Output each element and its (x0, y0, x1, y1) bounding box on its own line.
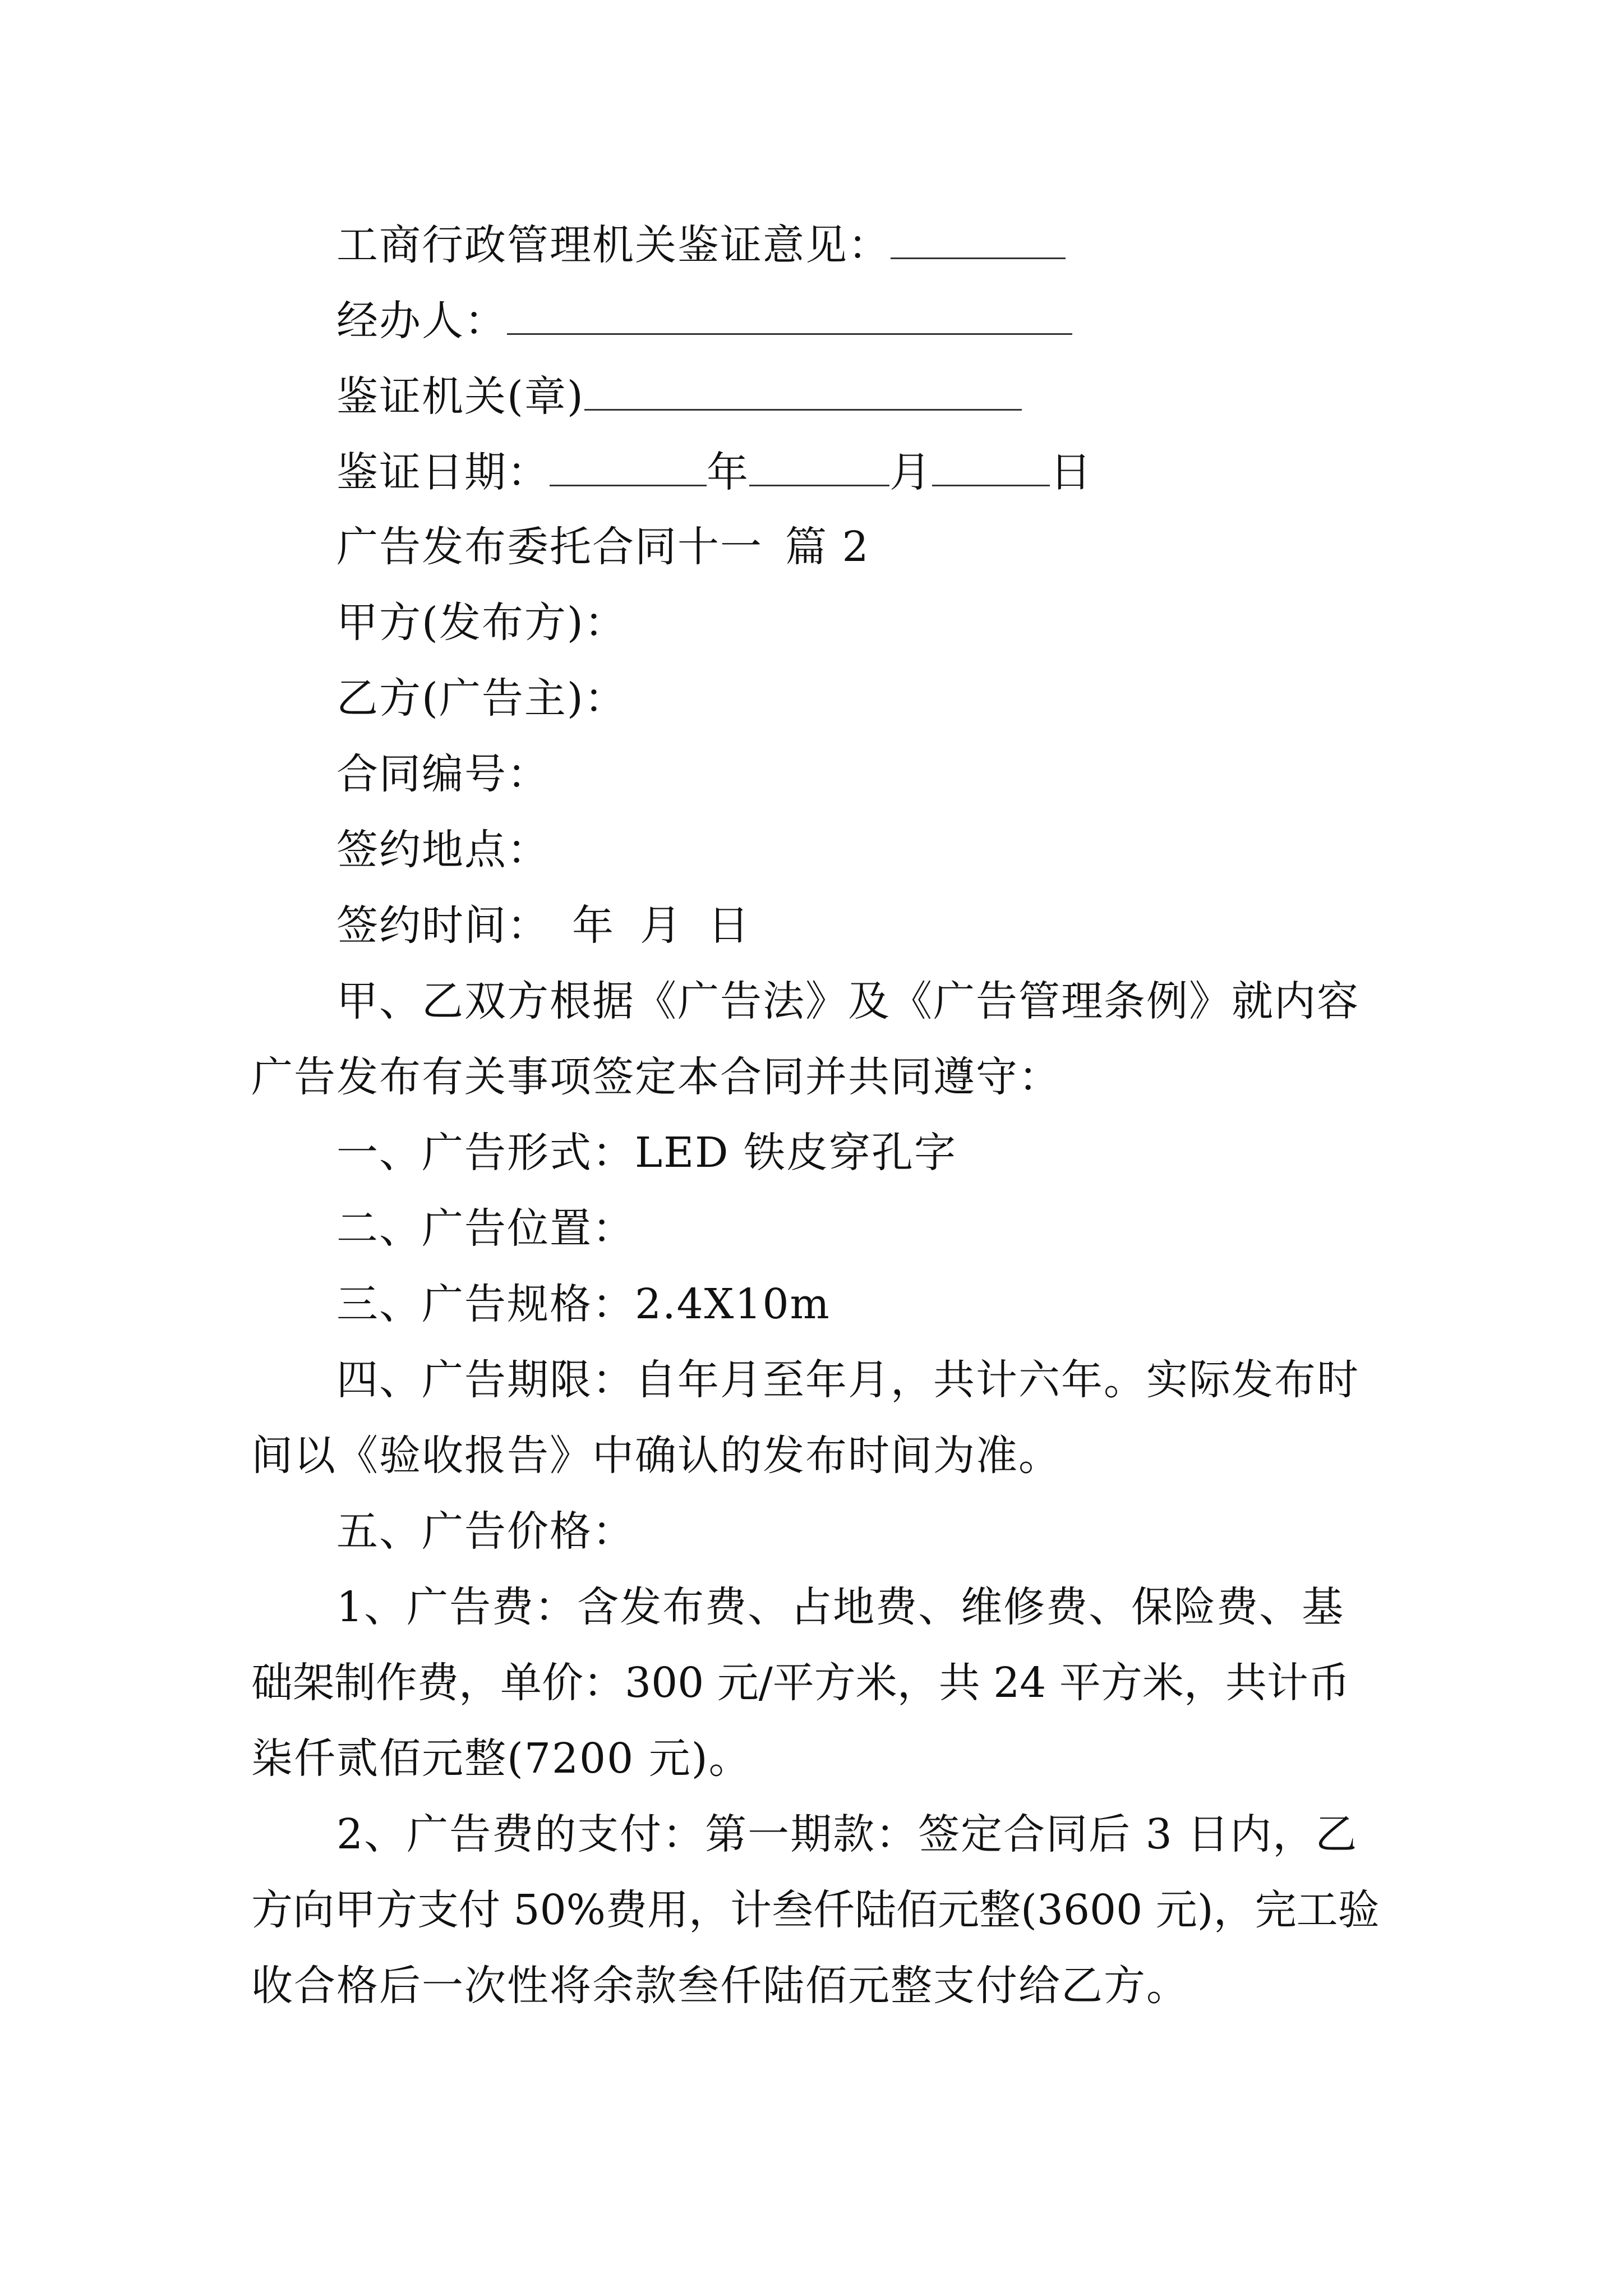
sign-place-line (336, 822, 1475, 878)
fee-2-text-2: 方向甲方支付 50%费用，计叁仟陆佰元整(3600 元)，完工验 (251, 1886, 1380, 1934)
year-char: 年 (707, 448, 749, 496)
sign-time-label: 签约时间： (336, 901, 550, 950)
authority-blank (584, 367, 1022, 411)
authority-line (336, 367, 1475, 425)
contract-number-label: 合同编号： (336, 750, 550, 798)
sign-place-label: 签约地点： (336, 826, 550, 874)
item-1-line (336, 1125, 1475, 1181)
contract-title: 广告发布委托合同十一 (336, 523, 763, 571)
handler-line (336, 292, 1475, 349)
fee-1-text-2: 础架制作费，单价：300 元/平方米，共 24 平方米，共计币 (251, 1659, 1350, 1707)
preamble-line-1 (336, 973, 1475, 1029)
preamble-text-1: 甲、乙双方根据《广告法》及《广告管理条例》就内容 (336, 977, 1359, 1025)
sign-time-day: 日 (708, 901, 750, 950)
preamble-text-2: 广告发布有关事项签定本合同并共同遵守： (251, 1053, 1061, 1101)
month-blank (749, 443, 889, 486)
handler-blank (507, 292, 1072, 335)
fee-1-line-2 (251, 1655, 1390, 1711)
item-3-text: 三、广告规格：2.4X10m (336, 1280, 831, 1328)
fee-2-line-2 (251, 1882, 1390, 1938)
item-5-text: 五、广告价格： (336, 1507, 635, 1556)
contract-number-line (336, 746, 1475, 802)
month-char: 月 (889, 448, 932, 496)
fee-2-line-1 (336, 1806, 1475, 1862)
verification-opinion-label: 工商行政管理机关鉴证意见： (336, 221, 891, 269)
fee-2-text-3: 收合格后一次性将余款叁仟陆佰元整支付给乙方。 (251, 1962, 1189, 2010)
year-blank (550, 443, 707, 486)
fee-2-text-1: 2、广告费的支付：第一期款：签定合同后 3 日内，乙 (336, 1810, 1358, 1858)
party-b-line (336, 670, 1475, 726)
contract-title-line (336, 519, 1475, 575)
item-4-text-2: 间以《验收报告》中确认的发布时间为准。 (251, 1432, 1061, 1480)
item-4-text-1: 四、广告期限：自年月至年月，共计六年。实际发布时 (336, 1356, 1359, 1404)
item-2-line (336, 1200, 1475, 1257)
sign-time-month: 月 (640, 901, 683, 950)
sign-time-line (336, 898, 1475, 954)
section-label: 篇 2 (785, 523, 870, 571)
item-4-line-2 (251, 1428, 1390, 1484)
party-a-line (336, 595, 1475, 651)
verification-opinion-line (336, 216, 1475, 273)
item-1-text: 一、广告形式：LED 铁皮穿孔字 (336, 1129, 957, 1177)
item-2-text: 二、广告位置： (336, 1204, 635, 1253)
item-5-line (336, 1503, 1475, 1559)
verification-date-label: 鉴证日期： (336, 448, 550, 496)
item-3-line (336, 1276, 1475, 1332)
fee-1-line-3 (251, 1731, 1390, 1787)
preamble-line-2 (251, 1049, 1390, 1105)
verification-opinion-blank (891, 216, 1066, 259)
authority-label: 鉴证机关(章) (336, 372, 584, 421)
party-a-label: 甲方(发布方)： (336, 599, 627, 647)
fee-1-text-1: 1、广告费：含发布费、占地费、维修费、保险费、基 (336, 1583, 1345, 1631)
handler-label: 经办人： (336, 297, 507, 345)
day-blank (932, 443, 1050, 486)
fee-1-line-1 (336, 1579, 1475, 1635)
sign-time-year: 年 (572, 901, 615, 950)
item-4-line-1 (336, 1352, 1475, 1408)
party-b-label: 乙方(广告主)： (336, 674, 627, 723)
fee-2-line-3 (251, 1958, 1390, 2014)
verification-date-line (336, 443, 1475, 500)
fee-1-text-3: 柒仟贰佰元整(7200 元)。 (251, 1734, 751, 1783)
day-char: 日 (1050, 448, 1092, 496)
